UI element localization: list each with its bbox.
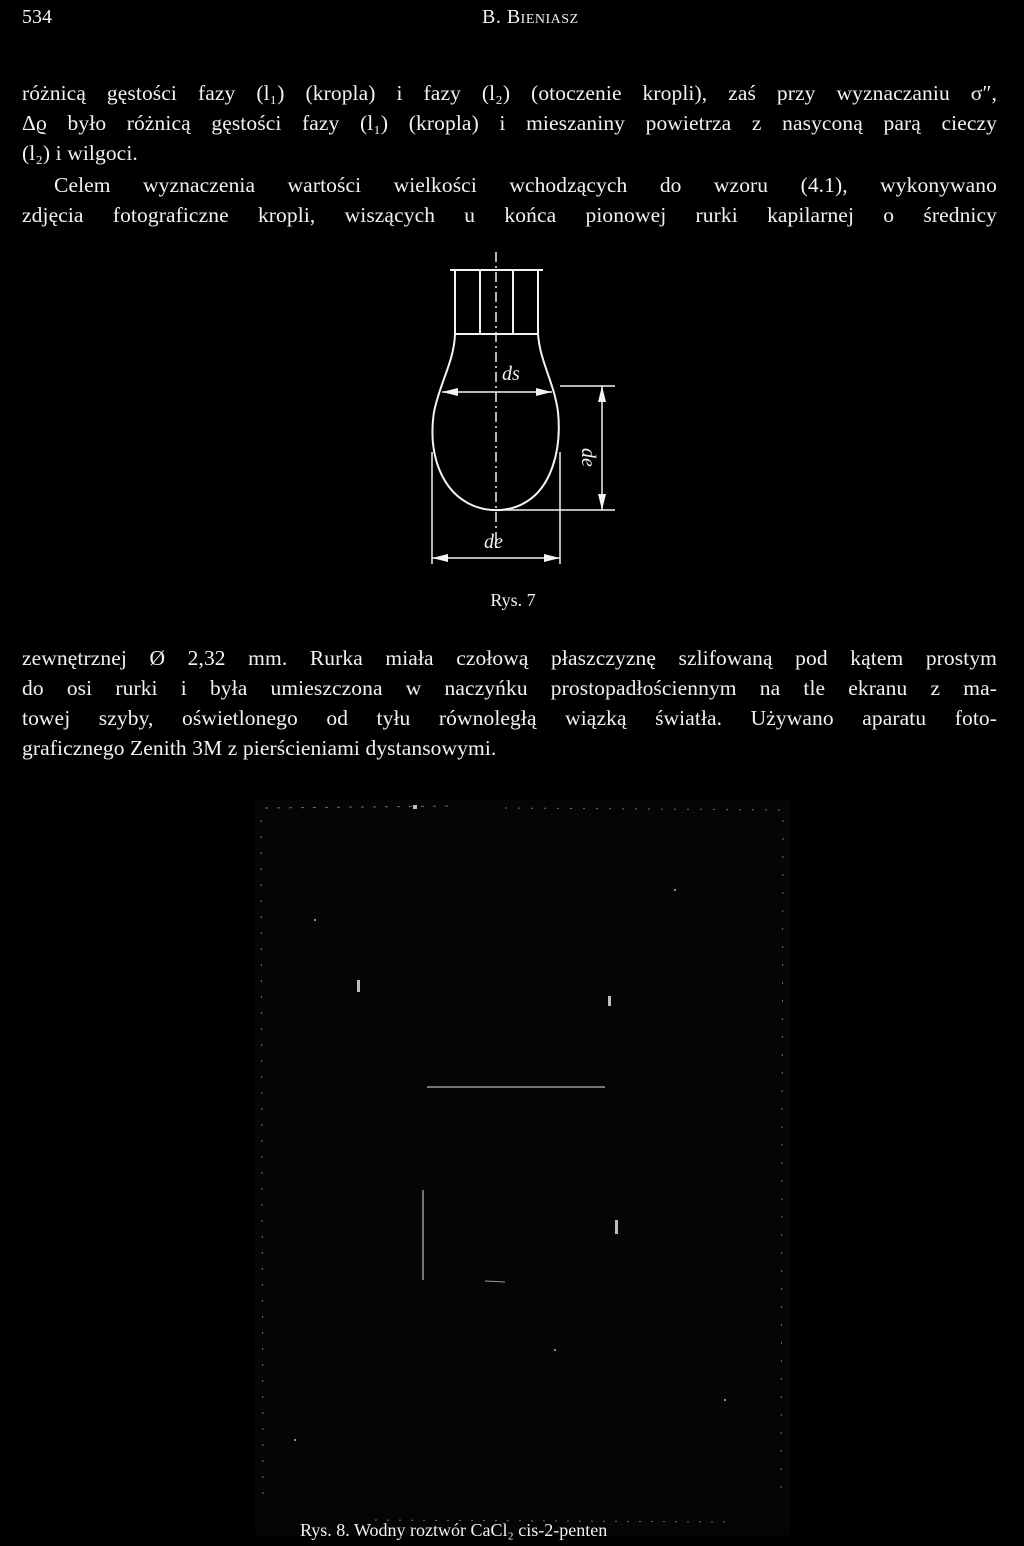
figure-7-drop-diagram [410, 252, 630, 582]
text-line: różnicą gęstości fazy (l₁) (kropla) i fazy (l₂) (otoczenie kropli), zaś przy wyznaczaniu σ″, [22, 81, 997, 105]
text-line: towej szyby, oświetlonego od tyłu równoległą wiązką światła. Używano aparatu foto- [22, 706, 997, 730]
paragraph-1 [22, 78, 997, 168]
text-line: do osi rurki i była umieszczona w naczyńku prostopadłościennym na tle ekranu z ma- [22, 676, 997, 700]
text-line: graficznego Zenith 3M z pierścieniami dystansowymi. [22, 736, 497, 760]
text-line: zdjęcia fotograficzne kropli, wiszących u końca pionowej rurki kapilarnej o średnicy [22, 203, 997, 227]
paragraph-3 [22, 643, 997, 763]
text-line: Celem wyznaczenia wartości wielkości wchodzących do wzoru (4.1), wykonywano [54, 173, 997, 197]
page-header [22, 6, 1002, 32]
text-line: Δϱ było różnicą gęstości fazy (l₁) (kropla) i mieszaniny powietrza z nasyconą parą cieczy [22, 111, 997, 135]
paragraph-2 [22, 170, 997, 230]
figure-7-caption: Rys. 7 [490, 590, 536, 610]
label-de-horizontal: de [484, 531, 503, 553]
figure-8-photograph [255, 800, 790, 1535]
label-de-vertical: de [577, 448, 599, 467]
text-line: zewnętrznej Ø 2,32 mm. Rurka miała czołową płaszczyznę szlifowaną pod kątem prostym [22, 646, 997, 670]
figure-8-caption: Rys. 8. Wodny roztwór CaCl₂ cis-2-penten [300, 1520, 608, 1540]
running-head: B. Bieniasz [482, 6, 579, 28]
page-number: 534 [22, 6, 52, 28]
label-ds: ds [502, 363, 520, 385]
text-line: (l₂) i wilgoci. [22, 141, 138, 165]
